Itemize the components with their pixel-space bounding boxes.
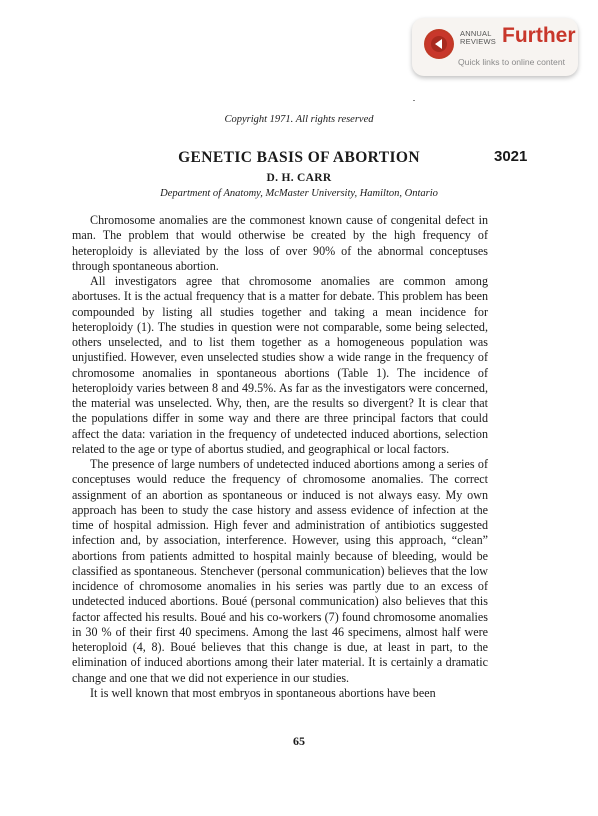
body-paragraph: All investigators agree that chromosome anomalies are common among abortuses. It is the actual frequency that is a matter for debate. This problem has been compounded by listing all studies together and taking a mean incidence for heteroploidy (1). The studies in question were not comparable, some being selected, others unselected, and to list them together as a homogeneous population was unjustified. However, even unselected studies show a wide range in the frequency of chromosome anomalies in spontaneous abortions (Table 1). The incidence of heteroploidy varies between 8 and 49.5%. As far as the investigators were concerned, the material was unselected. Why, then, are the results so divergent? It is clear that the populations differ in some way and there are three principal factors that could affect the data: variation in the frequency of undetected induced abortions, selection related to the age or type of abortus studied, and geographical or local factors. [72, 274, 488, 456]
annual-label: ANNUAL [460, 29, 492, 38]
copyright-notice: Copyright 1971. All rights reserved [224, 114, 374, 125]
author-affiliation: Department of Anatomy, McMaster University, Hamilton, Ontario [160, 188, 438, 199]
article-title: GENETIC BASIS OF ABORTION [178, 149, 420, 166]
page-number: 65 [293, 734, 305, 748]
further-subtitle: Quick links to online content [458, 57, 566, 67]
body-paragraph: It is well known that most embryos in spontaneous abortions have been [90, 685, 436, 700]
scan-speck [413, 100, 415, 101]
article-body [72, 213, 488, 701]
annual-reviews-label [460, 30, 496, 46]
body-paragraph: The presence of large numbers of undetected induced abortions among a series of conceptuses would reduce the frequency of chromosome anomalies. The correct assignment of an abortion as spontaneous or induced is not always easy. My own approach has been to study the case history and assess evidence of infection at the time of hospital admission. High fever and administration of antibiotics suggested infection and, by association, interference. However, using this approach, “clean” abortions from patients admitted to hospital mainly because of bleeding, would be classified as spontaneous. Stenchever (personal communication) believes that the low incidence of chromosome anomalies in his series was partly due to an excess of undetected induced abortions. Boué (personal communication) also believes that this factor affected his results. Boué and his co-workers (7) found chromosome anomalies in 30 % of their first 40 specimens. Among the last 46 specimens, almost half were heteroploid (4, 8). Boué believes that this change is due, at least in part, to the elimination of induced abortions among their later material. It is certainly a dramatic change and one that we did not experience in our studies. [72, 457, 488, 685]
annual-reviews-logo-icon [424, 29, 454, 59]
body-paragraph: Chromosome anomalies are the commonest known cause of congenital defect in man. The problem that would otherwise be created by the high frequency of heteroploidy is alleviated by the loss of over 90% of the abnormal conceptuses through spontaneous abortion. [72, 213, 488, 273]
further-label: Further [502, 24, 576, 47]
further-quick-links-badge[interactable] [412, 18, 578, 76]
article-id: 3021 [494, 148, 528, 165]
reviews-label: REVIEWS [460, 37, 496, 46]
author-name: D. H. CARR [266, 172, 332, 184]
